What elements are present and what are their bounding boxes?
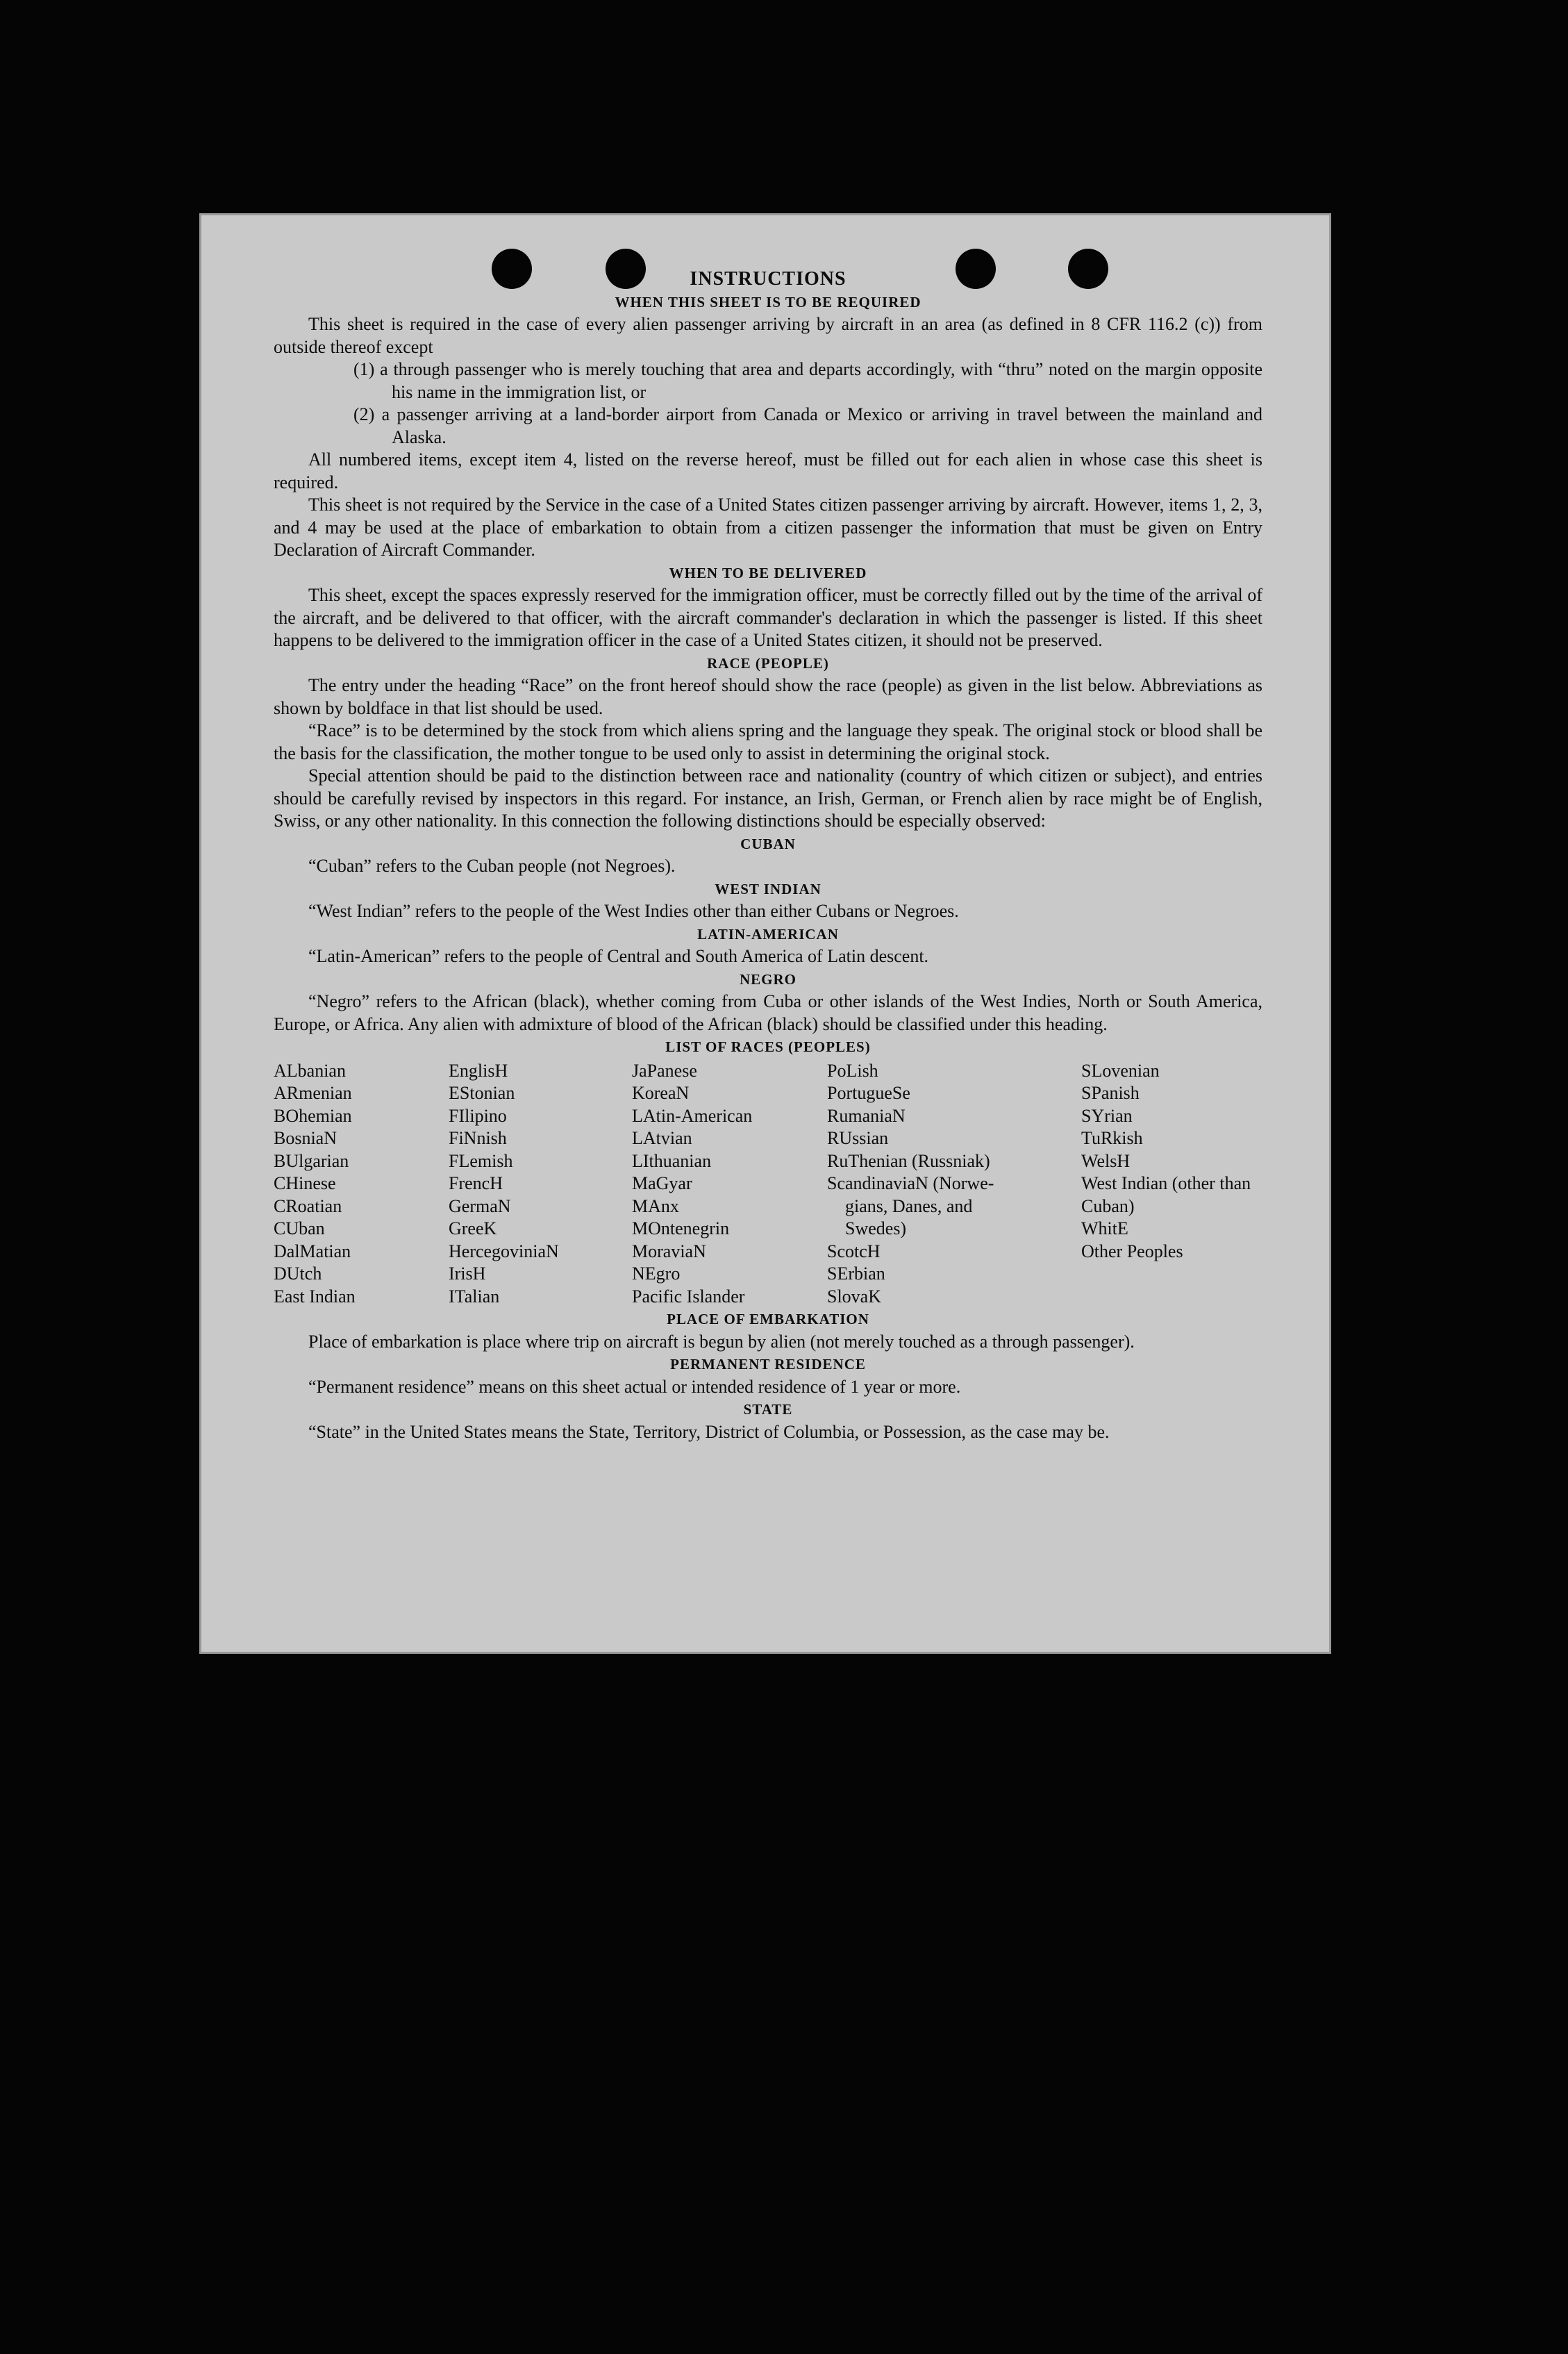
race-entry: WhitE (1081, 1218, 1128, 1238)
race-entry: FIlipino (449, 1105, 507, 1126)
section-heading-race: RACE (PEOPLE) (707, 654, 829, 672)
paragraph: This sheet is not required by the Service in the case of a United States citizen passenger arriving by aircraft. However, items 1, 2, 3, and 4 may be used at the place of embarkation to obtain from a citizen passenger the information that must be given on Entry Declaration of Aircraft Commander. (274, 495, 1262, 560)
race-entry: FrencH (449, 1173, 503, 1193)
section-heading-delivered: WHEN TO BE DELIVERED (669, 564, 867, 581)
race-entry: ALbanian (274, 1060, 346, 1081)
race-entry: GermaN (449, 1195, 511, 1216)
race-entry: ScandinaviaN (Norwe- (827, 1173, 994, 1193)
race-entry: LAtin-American (632, 1105, 753, 1126)
definition-embarkation: Place of embarkation is place where trip on aircraft is begun by alien (not merely touched as a through passenger). (308, 1331, 1135, 1352)
paragraph: This sheet, except the spaces expressly reserved for the immigration officer, must be correctly filled out by the time of the arrival of the aircraft, and be delivered to that officer, with the aircraft commander's declaration in which the passenger is listed. If this sheet happens to be delivered to the immigration officer in the case of a United States citizen, it should not be preserved. (274, 585, 1262, 650)
exception-item-2: (2) a passenger arriving at a land-border airport from Canada or Mexico or arriving in travel between the mainland and Alaska. (353, 404, 1262, 447)
race-entry: MaGyar (632, 1173, 692, 1193)
race-entry: East Indian (274, 1286, 356, 1307)
race-entry: EStonian (449, 1083, 515, 1103)
page-title: INSTRUCTIONS (690, 268, 846, 290)
race-entry: PortugueSe (827, 1083, 910, 1103)
paragraph: This sheet is required in the case of every alien passenger arriving by aircraft in an area (as defined in 8 CFR 116.2 (c)) from outside thereof except (274, 314, 1262, 357)
race-entry: MOntenegrin (632, 1218, 730, 1238)
section-heading-cuban: CUBAN (740, 835, 796, 852)
race-entry: Swedes) (845, 1218, 907, 1238)
race-entry: DalMatian (274, 1241, 351, 1261)
race-entry: CUban (274, 1218, 325, 1238)
race-column (1081, 1060, 1262, 1309)
race-entry: NEgro (632, 1263, 681, 1284)
section-heading-negro: NEGRO (739, 970, 796, 988)
section-heading-state: STATE (743, 1401, 793, 1418)
section-heading-embarkation: PLACE OF EMBARKATION (667, 1311, 869, 1327)
race-entry: BOhemian (274, 1105, 352, 1126)
race-entry: RUssian (827, 1128, 889, 1148)
race-entry: SErbian (827, 1263, 885, 1284)
race-entry: West Indian (other than Cuban) (1081, 1173, 1251, 1216)
race-entry: JaPanese (632, 1060, 697, 1081)
section-heading-required: WHEN THIS SHEET IS TO BE REQUIRED (615, 293, 921, 310)
definition-latin-american: “Latin-American” refers to the people of Central and South America of Latin descent. (308, 946, 929, 966)
race-entry: LAtvian (632, 1128, 692, 1148)
race-entry: LIthuanian (632, 1150, 712, 1171)
race-entry: RumaniaN (827, 1105, 906, 1126)
paragraph: The entry under the heading “Race” on the front hereof should show the race (people) as given in the list below. Abbreviations as shown by boldface in that list should be used. (274, 675, 1262, 718)
definition-negro: “Negro” refers to the African (black), whether coming from Cuba or other islands of the West Indies, North or South America, Europe, or Africa. Any alien with admixture of blood of the African (black) should be classified under this heading. (274, 991, 1262, 1034)
race-list (274, 1060, 1262, 1309)
definition-state: “State” in the United States means the State, Territory, District of Columbia, or Possession, as the case may be. (308, 1421, 1110, 1442)
definition-cuban: “Cuban” refers to the Cuban people (not Negroes). (308, 856, 676, 876)
exception-item-1: (1) a through passenger who is merely touching that area and departs accordingly, with “thru” noted on the margin opposite his name in the immigration list, or (353, 359, 1262, 402)
paragraph: Special attention should be paid to the distinction between race and nationality (country of which citizen or subject), and entries should be carefully revised by inspectors in this regard. For instance, an Irish, German, or French alien by race might be of English, Swiss, or any other nationality. In this connection the following distinctions should be especially observed: (274, 765, 1262, 831)
race-entry: BosniaN (274, 1128, 337, 1148)
race-entry: WelsH (1081, 1150, 1131, 1171)
race-entry: Other Peoples (1081, 1241, 1183, 1261)
definition-residence: “Permanent residence” means on this sheet actual or intended residence of 1 year or more. (308, 1376, 961, 1397)
race-column (274, 1060, 449, 1309)
race-entry: BUlgarian (274, 1150, 349, 1171)
race-column (827, 1060, 1081, 1309)
paragraph: All numbered items, except item 4, listed on the reverse hereof, must be filled out for each alien in whose case this sheet is required. (274, 449, 1262, 492)
instructions-content (274, 268, 1262, 1443)
race-entry: ITalian (449, 1286, 500, 1307)
race-entry: DUtch (274, 1263, 322, 1284)
section-heading-latin-american: LATIN-AMERICAN (697, 925, 839, 943)
section-heading-residence: PERMANENT RESIDENCE (670, 1356, 866, 1373)
race-entry: ScotcH (827, 1241, 881, 1261)
section-heading-list-of-races: LIST OF RACES (PEOPLES) (665, 1038, 871, 1055)
race-entry: ARmenian (274, 1083, 352, 1103)
race-entry: SLovenian (1081, 1060, 1160, 1081)
race-entry: KoreaN (632, 1083, 690, 1103)
paragraph: “Race” is to be determined by the stock from which aliens spring and the language they speak. The original stock or blood shall be the basis for the classification, the mother tongue to be used only to assist in determining the original stock. (274, 720, 1262, 763)
race-entry: EnglisH (449, 1060, 508, 1081)
race-entry: HercegoviniaN (449, 1241, 559, 1261)
race-entry: IrisH (449, 1263, 486, 1284)
race-entry: GreeK (449, 1218, 497, 1238)
race-entry: gians, Danes, and (845, 1195, 973, 1216)
race-entry: RuThenian (Russniak) (827, 1150, 990, 1171)
race-entry: FiNnish (449, 1128, 507, 1148)
instruction-sheet (201, 215, 1329, 1652)
race-entry: CRoatian (274, 1195, 342, 1216)
race-entry: MoraviaN (632, 1241, 706, 1261)
race-column (449, 1060, 632, 1309)
race-entry: SlovaK (827, 1286, 881, 1307)
section-heading-west-indian: WEST INDIAN (715, 880, 821, 897)
race-entry: CHinese (274, 1173, 336, 1193)
race-entry: Pacific Islander (632, 1286, 745, 1307)
race-entry: SYrian (1081, 1105, 1133, 1126)
race-entry: FLemish (449, 1150, 513, 1171)
race-entry: TuRkish (1081, 1128, 1143, 1148)
race-entry: SPanish (1081, 1083, 1140, 1103)
race-entry: PoLish (827, 1060, 878, 1081)
definition-west-indian: “West Indian” refers to the people of the West Indies other than either Cubans or Negroes. (308, 901, 959, 921)
race-entry: MAnx (632, 1195, 679, 1216)
race-column (632, 1060, 827, 1309)
